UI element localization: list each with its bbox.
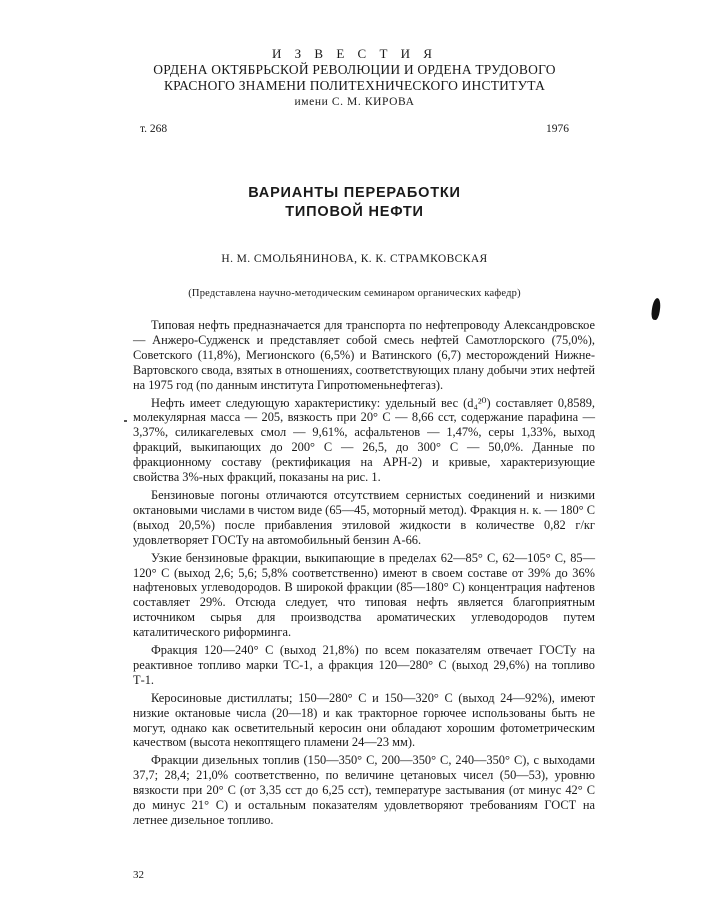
paragraph-7: Фракции дизельных топлив (150—350° С, 200—350° С, 240—350° С), с выходами 37,7; 28,4; 21,0% соответственно, по величине цетановых чисел (50—53), уровню вязкости при 20° С (от 3,35 сст до 6,25 сст), температуре застывания (от минус 42° С до минус 21° С) и остальным показателям удовлетворяют требованиям ГОСТ на летнее дизельное топливо. — [133, 753, 595, 827]
paragraph-4: Узкие бензиновые фракции, выкипающие в пределах 62—85° С, 62—105° С, 85—120° С (выход 2,6; 5,6; 5,8% соответственно) имеют в своем составе от 39% до 36% нафтеновых углеводородов. В широкой фракции (85—180° С) концентрация нафтенов составляет 29%. Отсюда следует, что типовая нефть является благоприятным источником сырья для производства ароматических углеводородов путем каталитического риформинга. — [133, 550, 595, 640]
article-title — [0, 184, 709, 222]
article-body — [133, 318, 595, 831]
paragraph-1: Типовая нефть предназначается для транспорта по нефтепроводу Александровское — Анжеро-Судженск и представляет собой смесь нефтей Самотлорского (75,0%), Советского (11,8%), Мегионского (6,5%) и Ватинского (6,7) месторождений Нижне-Вартовского свода, взятых в отношениях, соответствующих плану добычи этих нефтей на 1975 год (по данным института Гипротюменьнефтегаз). — [133, 318, 595, 392]
paragraph-6: Керосиновые дистиллаты; 150—280° С и 150—320° С (выход 24—92%), имеют низкие октановые числа (20—18) и как тракторное горючее использованы быть не могут, однако как осветительный керосин они обладают хорошим фотометрическим качеством (высота некоптящего пламени 24—23 мм). — [133, 690, 595, 750]
masthead-line-4: имени С. М. КИРОВА — [294, 96, 415, 108]
paragraph-5: Фракция 120—240° С (выход 21,8%) по всем показателям отвечает ГОСТу на реактивное топливо марки ТС-1, а фракция 120—280° С (выход 29,6%) на топливо Т-1. — [133, 643, 595, 687]
margin-mark — [124, 420, 127, 422]
masthead-line-2: ОРДЕНА ОКТЯБРЬСКОЙ РЕВОЛЮЦИИ И ОРДЕНА ТРУДОВОГО — [153, 62, 556, 77]
ink-smudge-mark — [651, 298, 662, 321]
paragraph-2: Нефть имеет следующую характеристику: удельный вес (d₄²⁰) составляет 0,8589, молекулярная масса — 205, вязкость при 20° С — 8,66 сст, содержание парафина — 3,37%, силикагелевых смол — 9,61%, асфальтенов — 1,47%, серы 1,33%, выход фракций, выкипающих до 200° С — 26,5, до 300° С — 50,0%. Данные по фракционному составу (ректификация на АРН-2) и кривые, характеризующие свойства 3%-ных фракций, показаны на рис. 1. — [133, 395, 595, 485]
masthead-line-1: И З В Е С Т И Я — [272, 46, 437, 61]
title-line-2: ТИПОВОЙ НЕФТИ — [285, 204, 424, 220]
paragraph-3: Бензиновые погоны отличаются отсутствием сернистых соединений и низкими октановыми числами в чистом виде (65—45, моторный метод). Фракция н. к. — 180° С (выход 20,5%) после прибавления этиловой жидкости в количестве 0,82 г/кг удовлетворяет ГОСТу на автомобильный бензин А-66. — [133, 487, 595, 547]
page-number: 32 — [133, 869, 144, 881]
journal-masthead — [0, 46, 709, 110]
volume-number: т. 268 — [140, 123, 168, 135]
presented-by-note: (Представлена научно-методическим семинаром органических кафедр) — [188, 288, 521, 299]
article-authors: Н. М. СМОЛЬЯНИНОВА, К. К. СТРАМКОВСКАЯ — [221, 253, 488, 265]
title-line-1: ВАРИАНТЫ ПЕРЕРАБОТКИ — [248, 185, 461, 201]
publication-year: 1976 — [546, 123, 569, 135]
masthead-line-3: КРАСНОГО ЗНАМЕНИ ПОЛИТЕХНИЧЕСКОГО ИНСТИТУТА — [163, 78, 546, 93]
